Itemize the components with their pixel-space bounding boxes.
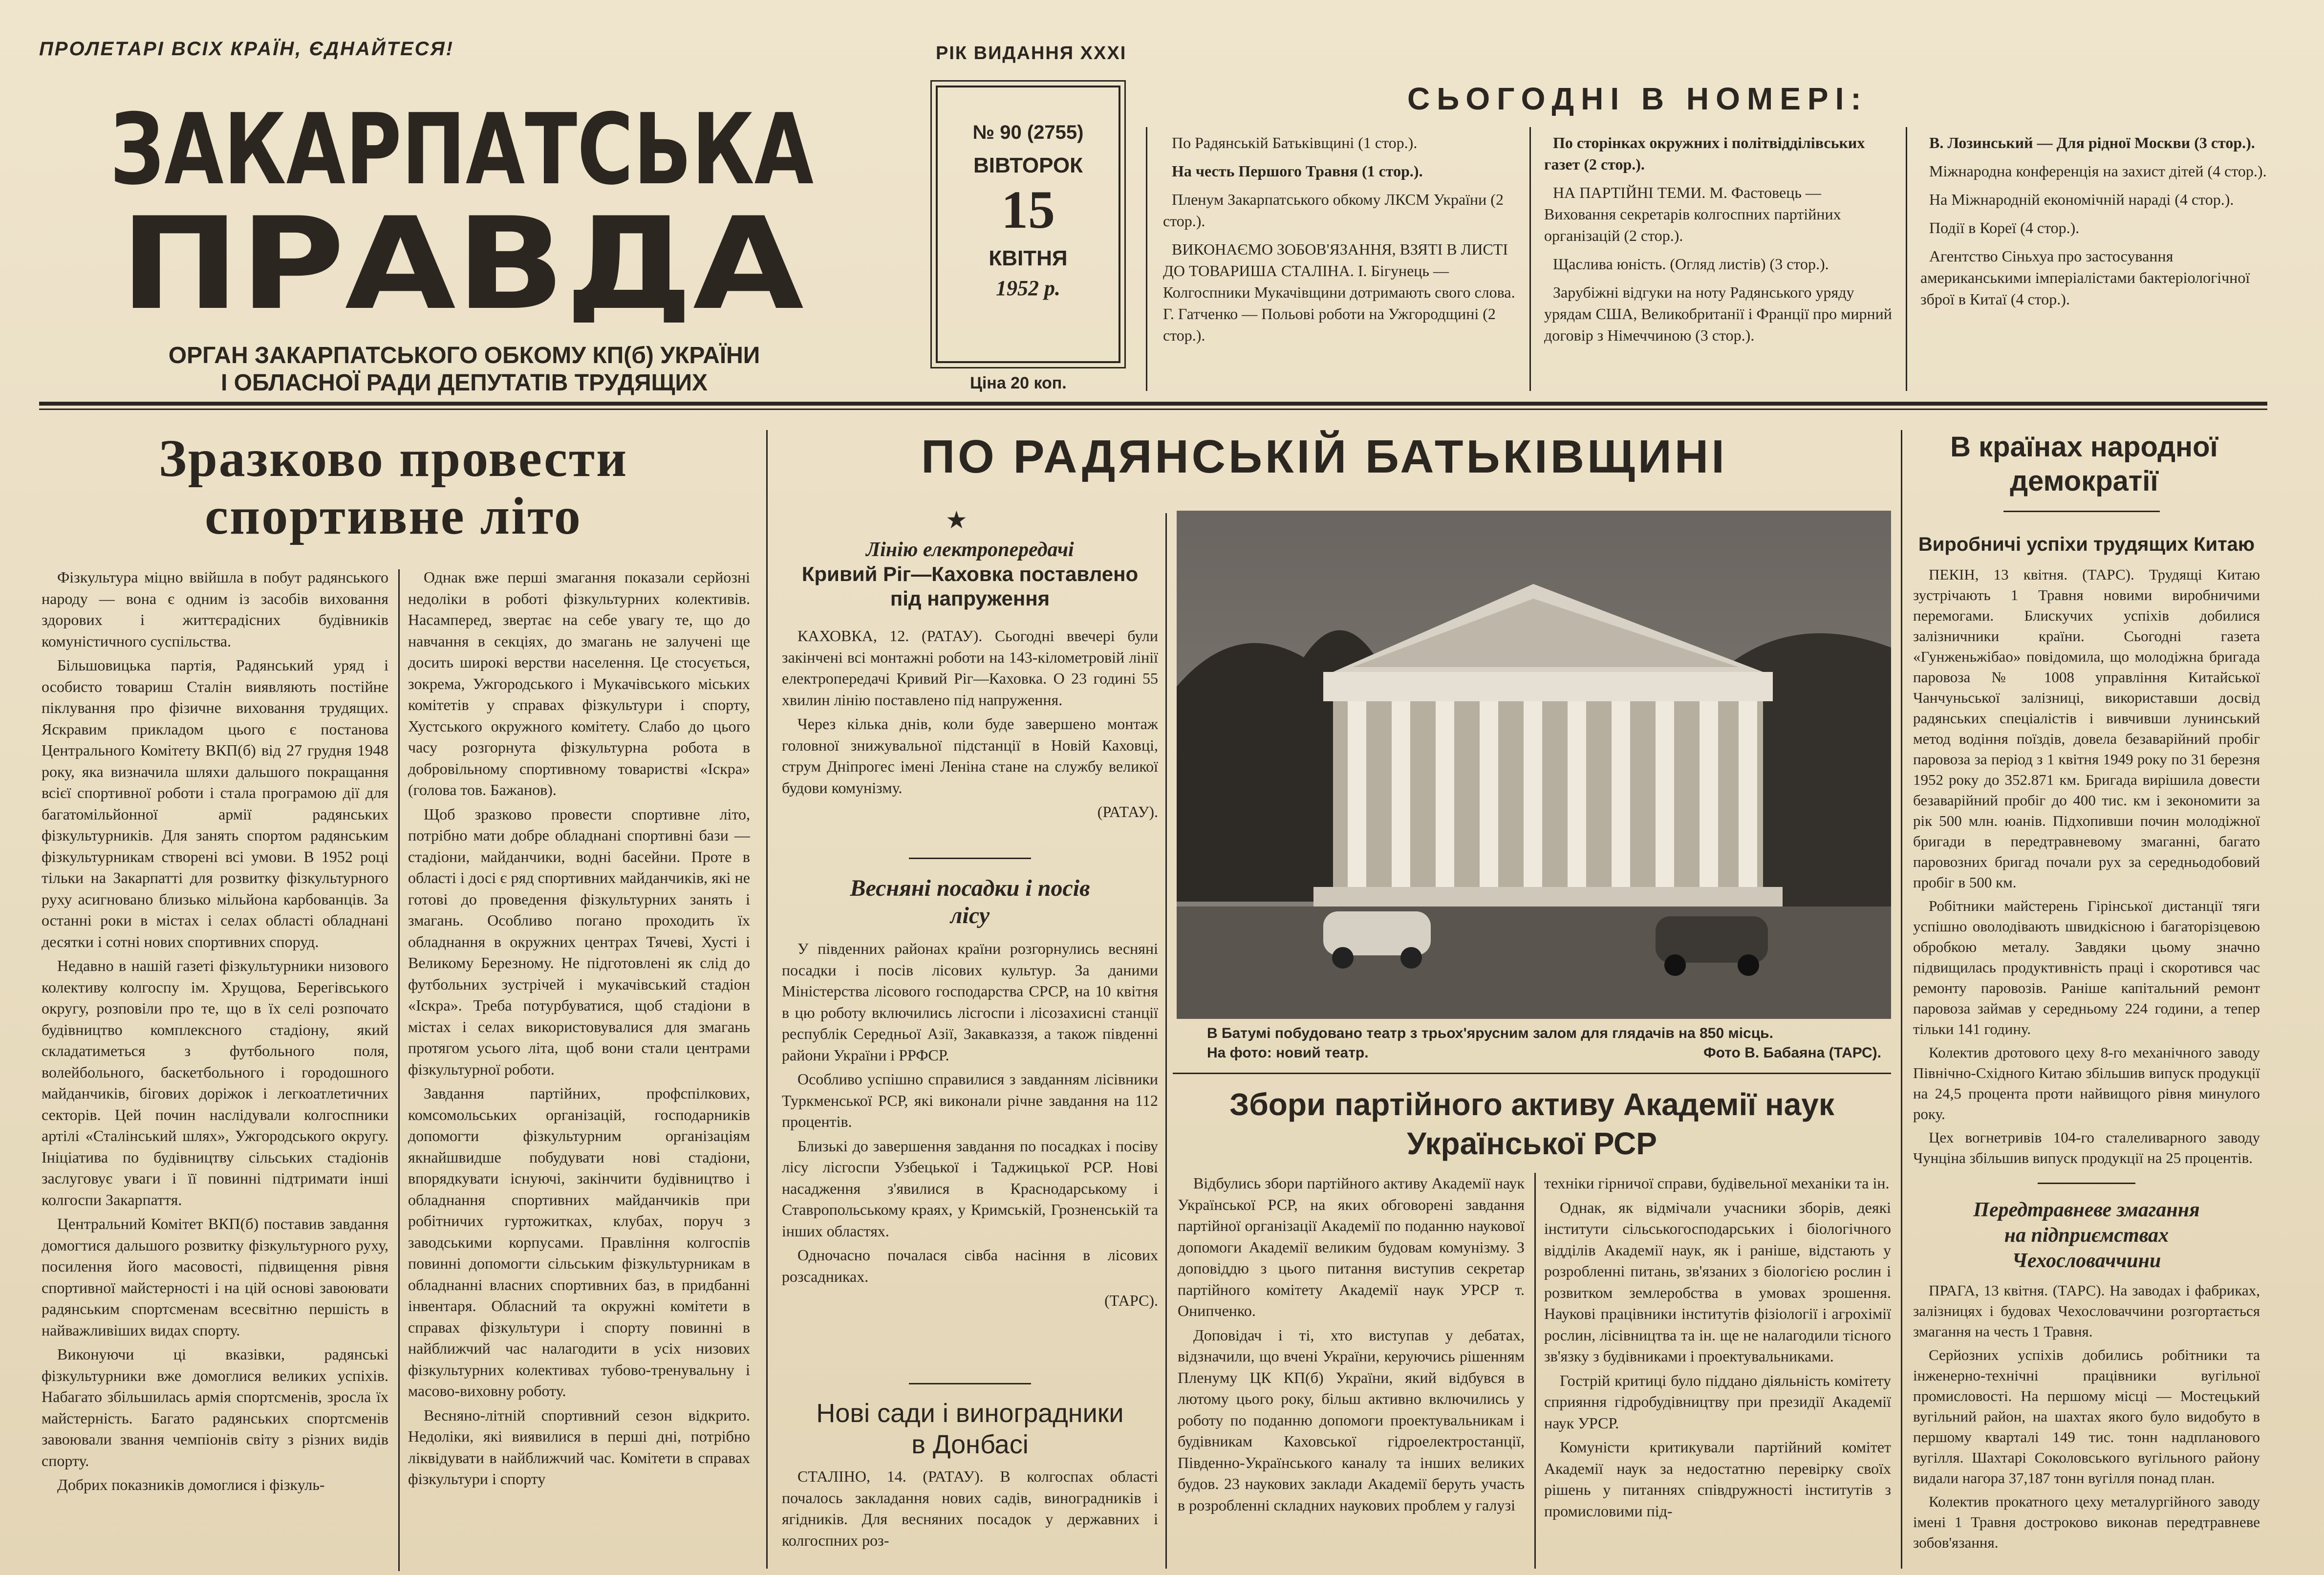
- paragraph: Колектив прокатного цеху металургійного заводу імені 1 Травня достроково виконав передтравневе зобов'язання.: [1913, 1493, 2260, 1551]
- art1-headline-line2: Кривий Ріг—Каховка поставлено: [801, 562, 1139, 585]
- paragraph: Завдання партійних, профспілкових, комсомольських організацій, господарників допомогти фізкультурним організаціям якнайшвидше побудувати нові стадіони, впорядкувати існуючі, закінчити будівництво і обладнання спортивних майданчиків при робітничих гуртожитках, клубах, поруч з заводськими корпусами. Правління колгоспів повинні допомогти сільським фізкультурникам в обладнанні власних спортивних баз, в придбанні інвентаря. Обласний та окружні комітети в справах фізкультури і спорту повинні в найближчий час налагодити в усіх низових фізкультурних колективах тубово-тренувальну і масово-виховну роботу.: [408, 1084, 750, 1400]
- paragraph: Фізкультура міцно ввійшла в побут радянського народу — вона є одним із засобів виховання здорових і життєрадісних будівників комуністичного суспільства.: [42, 568, 388, 650]
- photo-credit: Фото В. Бабаяна (ТАРС).: [1703, 1045, 1881, 1061]
- paragraph: Добрих показників домоглися і фізкуль-: [57, 1476, 325, 1493]
- article-divider: [1173, 1073, 1891, 1074]
- paragraph: Через кілька днів, коли буде завершено монтаж головної знижувальної підстанції в Новій Каховці, струм Дніпрогес імені Леніна стане на службу великої будови комунізму.: [782, 715, 1158, 797]
- contents-item: Щаслива юність. (Огляд листів) (3 стор.).: [1553, 255, 1829, 273]
- art1-headline-line1: Лінію електропередачі: [866, 539, 1074, 561]
- issue-year: 1952 р.: [996, 276, 1060, 300]
- contents-col2: [1544, 132, 1896, 353]
- paragraph: Недавно в нашій газеті фізкультурники низового колективу колгоспу ім. Хрущова, Берегівського округу, розповіли про те, що в їх селі розпочато будівництво комплексного стадіону, який складатиметься з футбольного поля, волейбольного, баскетбольного і городошного майданчиків, бігових доріжок і легкоатлетичних секторів. Цей почин наслідували колгоспники артілі «Сталінський шлях», Ужгородського округу. Ініціатива по будівництву сільських стадіонів заслуговує уваги і її повинні підтримати інші колгоспи Закарпаття.: [42, 957, 388, 1208]
- paragraph: КАХОВКА, 12. (РАТАУ). Сьогодні ввечері були закінчені всі монтажні роботи на 143-кілометровій лінії електропередачі Кривий Ріг—Каховка. О 23 годині 55 хвилин лінію поставлено під напруження.: [782, 627, 1158, 709]
- paragraph: Однак, як відмічали учасники зборів, деякі інститути сільськогосподарських і біологічного відділів Академії наук, як і раніше, відстають у розробленні питань, зв'язаних з біологією рослин і розвитком землеробства в умовах зрошення. Наукові працівники інститутів фізіології і агрохімії рослин, лісівництва та ін. ще не налагодили тісного зв'язку з будівниками і проектувальниками.: [1544, 1198, 1891, 1365]
- organ-line1: ОРГАН ЗАКАРПАТСЬКОГО ОБКОМУ КП(б) УКРАЇНИ: [168, 343, 760, 368]
- paragraph: Виконуючи ці вказівки, радянські фізкультурники вже домоглися великих успіхів. Набагато збільшилась армія спортсменів, зросла їх майстерність. Багато радянських спортсменів завоювали звання чемпіонів світу з різних видів спорту.: [42, 1345, 388, 1469]
- paragraph: (РАТАУ).: [1097, 803, 1158, 820]
- paragraph: Центральний Комітет ВКП(б) поставив завдання домогтися дальшого розвитку фізкультурного руху, посилення його масовості, підвищення рівня спортивної майстерності і на цій основі завоювати радянським спортсменам всесвітню першість в найважливіших видах спорту.: [42, 1215, 388, 1339]
- contents-item: Зарубіжні відгуки на ноту Радянського уряду урядам США, Великобританії і Франції про мирний договір з Німеччиною (3 стор.).: [1544, 283, 1892, 344]
- issue-price: Ціна 20 коп.: [970, 374, 1067, 392]
- contents-item: На Міжнародній економічній нараді (4 стор.).: [1929, 191, 2234, 208]
- masthead-rule: [39, 402, 2267, 406]
- paragraph: Весняно-літній спортивний сезон відкрито. Недоліки, які виявилися в перші дні, потрібно ліквідувати в найближчий час. Комітети в справах фізкультури і спорту: [408, 1406, 750, 1488]
- academy-col1: [1178, 1173, 1525, 1569]
- art1-headline: [777, 538, 1163, 611]
- year-of-publication: РІК ВИДАННЯ XXXІ: [936, 43, 1127, 64]
- editorial-col2: [408, 567, 750, 1569]
- art1-body: [782, 626, 1158, 831]
- paragraph: У південних районах країни розгорнулись весняні посадки і посів лісових культур. За даними Міністерства лісового господарства СРСР, на 10 квітня в цю роботу включились лісгоспи і лісозахисні станції республік Середньої Азії, Закавказзя, а також південні райони України і РРФСР.: [782, 940, 1158, 1064]
- masthead-logo: [105, 98, 818, 323]
- czech-headline-line1: Передтравневе змагання: [1973, 1199, 2200, 1221]
- art2-headline-line2: лісу: [950, 903, 990, 928]
- photo-caption: [1207, 1024, 1881, 1063]
- academy-headline-line1: Збори партійного активу Академії наук: [1229, 1087, 1834, 1122]
- china-headline: Виробничі успіхи трудящих Китаю: [1918, 534, 2255, 555]
- contents-item: На честь Першого Травня (1 стор.).: [1172, 162, 1423, 180]
- soviet-homeland-headline: ПО РАДЯНСЬКІЙ БАТЬКІВЩИНІ: [921, 431, 1727, 483]
- paragraph: Серйозних успіхів добились робітники та інженерно-технічні працівники вугільної промисловості. На першому місці — Мостецький вугільний район, на шахтах якого було видобуто в першому кварталі 149 тис. тонн надпланового вугілля. Шахтарі Соколовського вугільного району видали нагора 37,187 тонн вугілля понад план.: [1913, 1346, 2260, 1487]
- star-icon: ★: [946, 506, 968, 534]
- masthead-organ: [147, 342, 782, 397]
- art2-headline: [777, 875, 1163, 929]
- paragraph: Відбулись збори партійного активу Академії наук Української РСР, на яких обговорені завдання партійної організації Академії по поданню наукової допомоги Академії великим будовам комунізму. З доповіддю з цього питання виступив секретар партійного комітету Академії наук УРСР т. Онипченко.: [1178, 1174, 1525, 1319]
- academy-headline-line2: Української РСР: [1407, 1126, 1657, 1161]
- section-divider: [1901, 430, 1902, 1569]
- editorial-col1: [42, 567, 388, 1569]
- paragraph: ПЕКІН, 13 квітня. (ТАРС). Трудящі Китаю зустрічають 1 Травня новими виробничими перемогами. Блискучих успіхів добилися залізничники країни. Сьогодні газета «Гунженьжібао» повідомила, що молодіжна бригада паровоза № 1008 управління Китайської Чанчуньської залізниці, використавши досвід радянських спеціалістів і вивчивши лунинський метод водіння поїздів, довела безаварійний пробіг паровоза за період з 1 квітня 1949 року по 31 березня 1952 року до 352.871 км. Бригада вирішила довести безаварійний пробіг до 400 тис. км і зекономити за рік 500 млн. юанів. Підхопивши почин молодіжної бригади в передтравневому змаганні, багато паровозних бригад почали рух за середньодобовий пробіг в 500 км.: [1913, 566, 2260, 891]
- paragraph: Одночасно почалася сівба насіння в лісових розсадниках.: [782, 1246, 1158, 1285]
- contents-item: В. Лозинський — Для рідної Москви (3 стор.).: [1929, 134, 2255, 151]
- paragraph: Однак вже перші змагання показали серйозні недоліки в роботі фізкультурних колективів. Насамперед, звертає на себе увагу те, що до навчання в секціях, до змагань не залучені ще досить широкі верстви населення. Це стосується, зокрема, Ужгородського і Мукачівського міських комітетів у справах фізкультури і спорту, Хустського окружного комітету. Слабо до цього часу розгорнута фізкультурна робота в добровільному спортивному товаристві «Іскра» (голова тов. Бажанов).: [408, 568, 750, 798]
- masthead-title: [105, 98, 818, 323]
- china-body: [1913, 564, 2260, 1170]
- paragraph: СТАЛІНО, 14. (РАТАУ). В колгоспах області почалось закладання нових садів, виноградників і ягідників. Для весняних посадок у державних і колгоспних роз-: [782, 1467, 1158, 1549]
- article-divider: [2038, 1183, 2135, 1184]
- art1-headline-line3: під напруження: [890, 587, 1050, 610]
- paragraph: ПРАГА, 13 квітня. (ТАРС). На заводах і фабриках, залізницях і будовах Чехословаччини розгортається змагання на честь 1 Травня.: [1913, 1282, 2260, 1340]
- contents-divider: [1529, 127, 1531, 391]
- section-divider: [766, 430, 768, 1569]
- contents-item: Міжнародна конференція на захист дітей (4 стор.).: [1929, 162, 2267, 180]
- contents-col3: [1920, 132, 2267, 317]
- theatre-photo-image: [1177, 511, 1891, 1019]
- contents-divider: [1906, 127, 1907, 391]
- people-democracy-headline-line1: В країнах народної: [1950, 431, 2218, 463]
- issue-weekday: ВІВТОРОК: [973, 153, 1083, 177]
- art3-headline-line2: в Донбасі: [911, 1430, 1029, 1459]
- czech-body: [1913, 1280, 2260, 1569]
- paragraph: Щоб зразково провести спортивне літо, потрібно мати добре обладнані спортивні бази — стадіони, майданчики, водні басейни. Проте в області і досі є ряд спортивних майданчиків, які не готові до проведення фізкультурних занять і змагань. Особливо погано проходить їх обладнання в окружних центрах Тячеві, Хусті і Великому Березному. Не підготовлені як слід до футбольних зустрічей і мукачівський стадіон «Іскра». Треба потурбуватися, щоб стадіони в містах і селах використовувалися для змагань протягом усього літа, щоб вони стали центрами фізкультурної роботи.: [408, 805, 750, 1078]
- art3-body: [782, 1466, 1158, 1571]
- column-divider: [398, 569, 400, 1571]
- people-democracy-headline-line2: демократії: [2010, 465, 2158, 497]
- issue-number: № 90 (2755): [972, 122, 1084, 143]
- paragraph: Особливо успішно справилися з завданням лісівники Туркменської РСР, які виконали річне завдання на 112 процентів.: [782, 1070, 1158, 1130]
- editorial-headline-line1: Зразково провести: [158, 430, 628, 488]
- academy-col2: [1544, 1173, 1891, 1569]
- paragraph: Робітники майстерень Гірінської дистанції тяги успішно оволодівають швидкісною і багаторізцевою обробкою металу. Завдяки цьому значно підвищилась продуктивність праці і скоротився час ремонту паровозів. Раніше капітальний ремонт паровоза займав у середньому 224 години, а тепер тільки 141 годину.: [1913, 897, 2260, 1037]
- art2-body: [782, 938, 1158, 1383]
- contents-item: Агентство Сіньхуа про застосування американськими імперіалістами бактеріологічної зброї в Китаї (4 стор.).: [1920, 247, 2250, 308]
- masthead-title-line2: ПРАВДА: [120, 191, 805, 323]
- people-democracy-headline: [1908, 430, 2260, 498]
- contents-heading: СЬОГОДНІ В НОМЕРІ:: [1407, 81, 1868, 116]
- contents-item: Події в Кореї (4 стор.).: [1929, 219, 2080, 237]
- contents-item: ВИКОНАЄМО ЗОБОВ'ЯЗАННЯ, ВЗЯТІ В ЛИСТІ ДО ТОВАРИША СТАЛІНА. І. Бігунець — Колгоспники Мукачівщини дотримають свого слова. Г. Гатченко — Польові роботи на Ужгородщині (2 стор.).: [1163, 240, 1515, 344]
- article-divider: [909, 1383, 1031, 1384]
- issue-date-box: [936, 86, 1120, 363]
- paragraph: Комуністи критикували партійний комітет Академії наук за недостатню перевірку своїх рішень у питаннях співдружності інститутів з промисловими під-: [1544, 1438, 1891, 1520]
- masthead-title-line1: ЗАКАРПАТСЬКА: [110, 98, 814, 207]
- organ-line2: І ОБЛАСНОЇ РАДИ ДЕПУТАТІВ ТРУДЯЩИХ: [220, 370, 708, 396]
- photo-caption-line2: На фото: новий театр.: [1207, 1045, 1369, 1061]
- masthead-motto: ПРОЛЕТАРІ ВСІХ КРАЇН, ЄДНАЙТЕСЯ!: [39, 38, 454, 60]
- editorial-headline: [39, 430, 748, 545]
- article-divider: [909, 858, 1031, 859]
- article-divider: [2003, 511, 2160, 512]
- contents-item: По Радянській Батьківщині (1 стор.).: [1172, 134, 1418, 151]
- academy-headline: [1173, 1085, 1891, 1163]
- column-divider: [1534, 1173, 1536, 1569]
- paragraph: Близькі до завершення завдання по посадках і посіву лісу лісгоспи Узбецької і Таджицької РСР. Нові насадження з'явилися в Краснодарському і Ставропольському краях, у Кримській, Грозненській та інших областях.: [782, 1137, 1158, 1240]
- editorial-headline-line2: спортивне літо: [205, 487, 582, 545]
- paragraph: Доповідач і ті, хто виступав у дебатах, відзначили, що вчені України, керуючись рішенням Пленуму ЦК КП(б) України, який відбувся в лютому цього року, більш активно включились у роботу по поданню допомоги проектувальникам і будівникам Каховської гідроелектростанції, Південно-Українського каналу та інших великих будов. 23 наукових заклади Академії беруть участь в розробленні складних наукових проблем у галузі: [1178, 1326, 1525, 1514]
- art3-headline-line1: Нові сади і виноградники: [816, 1399, 1124, 1428]
- czech-headline: [1911, 1197, 2262, 1273]
- czech-headline-line2: на підприємствах: [2004, 1224, 2169, 1247]
- paragraph: Колектив дротового цеху 8-го механічного заводу Північно-Східного Китаю збільшив випуск продукції на 24,5 процента проти найвищого рівня минулого року.: [1913, 1044, 2260, 1122]
- masthead-rule-thin: [39, 409, 2267, 410]
- contents-item: По сторінках окружних і політвідділівських газет (2 стор.).: [1544, 134, 1865, 173]
- contents-item: НА ПАРТІЙНІ ТЕМИ. М. Фастовець — Виховання секретарів колгоспних партійних організацій (2 стор.).: [1544, 184, 1841, 244]
- column-divider: [1165, 513, 1167, 1569]
- paragraph: техніки гірничої справи, будівельної механіки та ін.: [1544, 1174, 1890, 1192]
- photo-caption-line1: В Батумі побудовано театр з трьох'ярусним залом для глядачів на 850 місць.: [1207, 1025, 1773, 1041]
- paragraph: Цех вогнетривів 104-го сталеливарного заводу Чунціна збільшив випуск продукції на 25 процентів.: [1913, 1129, 2260, 1166]
- contents-col1: [1163, 132, 1520, 353]
- art2-headline-line1: Весняні посадки і посів: [850, 875, 1090, 901]
- theatre-photo: [1177, 511, 1891, 1019]
- contents-item: Пленум Закарпатського обкому ЛКСМ України (2 стор.).: [1163, 191, 1504, 230]
- art3-headline: [777, 1398, 1163, 1460]
- paragraph: Більшовицька партія, Радянський уряд і особисто товариш Сталін виявляють постійне піклування про фізичне виховання трудящих. Яскравим прикладом цього є постанова Центрального Комітету ВКП(б) від 27 грудня 1948 року, яка визначила шляхи дальшого покращання всієї спортивної роботи і стала програмою дії для багатомільйонної армії радянських фізкультурників. Для занять спортом радянським фізкультурникам створені всі умови. В 1952 році тільки на Закарпатті для розвитку фізкультурного руху асигновано близько мільйона карбованців. За останні роки в містах і селах області обладнані десятки і сотні нових спортивних споруд.: [42, 656, 388, 950]
- issue-month: КВІТНЯ: [989, 246, 1068, 270]
- contents-divider: [1146, 127, 1147, 391]
- czech-headline-line3: Чехословаччини: [2012, 1250, 2161, 1272]
- paragraph: (ТАРС).: [1104, 1292, 1158, 1309]
- paragraph: Гострій критиці було піддано діяльність комітету сприяння гідробудівництву при президії Академії наук УРСР.: [1544, 1371, 1891, 1432]
- issue-day: 15: [1001, 180, 1055, 239]
